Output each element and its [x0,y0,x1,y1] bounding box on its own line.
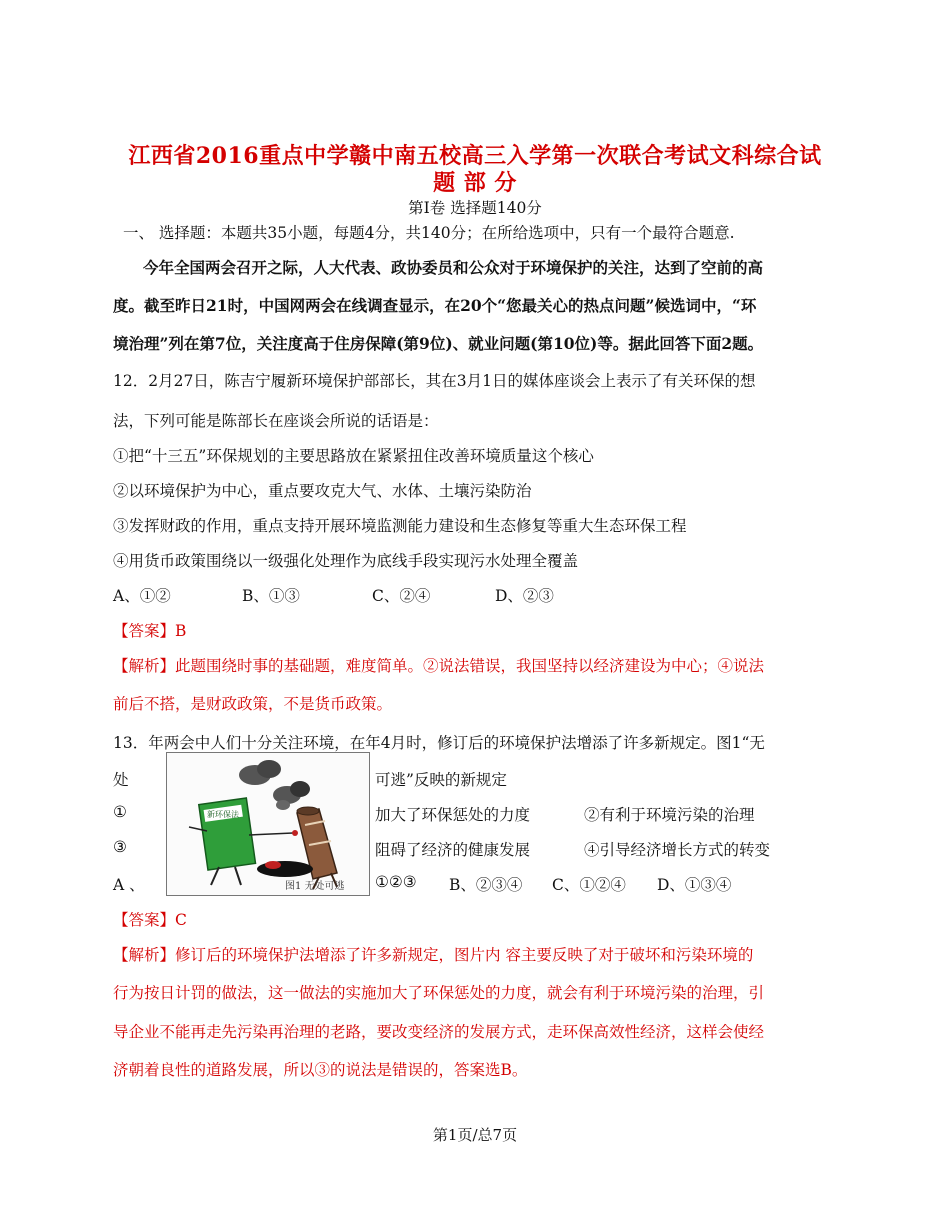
question-12-stem: 法，下列可能是陈部长在座谈会所说的话语是： [113,412,439,430]
option-a-label: A 、 [113,876,145,894]
pollution-cartoon-illustration [167,753,369,895]
analysis-13: 济朝着良性的道路发展，所以③的说法是错误的，答案选B。 [113,1061,528,1079]
analysis-12: 前后不搭，是财政政策，不是货币政策。 [113,695,393,713]
document-title: 江西省2016重点中学赣中南五校高三入学第一次联合考试文科综合试题 部 分 [128,143,822,196]
material-line: 今年全国两会召开之际，人大代表、政协委员和公众对于环境保护的关注，达到了空前的高 [143,258,764,277]
question-13-stem: 可逃”反映的新规定 [375,771,507,789]
page-footer: 第1页/总7页 [432,1126,518,1144]
material-line: 度。截至昨日21时，中国网两会在线调查显示，在20个“您最关心的热点问题”候选词中，“环 [113,296,757,315]
analysis-13: 行为按日计罚的做法，这一做法的实施加大了环保惩处的力度，就会有利于环境污染的治理，引 [113,984,765,1002]
instruction: 一、 选择题：本题共35小题，每题4分，共140分；在所给选项中，只有一个最符合题意. [123,224,735,242]
section-header: 第Ⅰ卷 选择题140分 [408,199,542,217]
question-12-item: ②以环境保护为中心，重点要攻克大气、水体、土壤污染防治 [113,482,532,500]
option-a: ①②③ [375,873,417,891]
question-13-item: 阻碍了经济的健康发展 [375,841,531,859]
question-13-item: 加大了环保惩处的力度 [375,806,531,824]
question-12-stem: 12．2月27日，陈吉宁履新环境保护部部长，其在3月1日的媒体座谈会上表示了有关环保的想 [113,372,756,390]
option-d: D、①③④ [657,876,732,894]
question-13-item: ④引导经济增长方式的转变 [584,841,771,859]
analysis-12: 【解析】此题围绕时事的基础题，难度简单。②说法错误，我国坚持以经济建设为中心；④说法 [113,657,765,675]
question-13-stem: 处 [113,771,129,789]
question-12-item: ①把“十三五”环保规划的主要思路放在紧紧扭住改善环境质量这个核心 [113,447,594,465]
question-12-item: ④用货币政策围绕以一级强化处理作为底线手段实现污水处理全覆盖 [113,552,579,570]
option-d: D、②③ [495,587,554,605]
book-label: 新环保法 [207,810,239,819]
question-13-item: ②有利于环境污染的治理 [584,806,755,824]
option-c: C、②④ [372,587,431,605]
question-13-stem: 13．年两会中人们十分关注环境，在年4月时，修订后的环境保护法增添了许多新规定。图1“无 [113,734,765,752]
question-12-item: ③发挥财政的作用，重点支持开展环境监测能力建设和生态修复等重大生态环保工程 [113,517,687,535]
analysis-13: 【解析】修订后的环境保护法增添了许多新规定，图片内 容主要反映了对于破坏和污染环境的 [113,946,754,964]
option-c: C、①②④ [552,876,626,894]
item-marker: ③ [113,838,127,856]
answer-13: 【答案】C [113,911,187,929]
option-a: A、①② [113,587,171,605]
cartoon-figure [166,752,370,896]
item-marker: ① [113,803,127,821]
option-b: B、②③④ [449,876,523,894]
material-line: 境治理”列在第7位，关注度高于住房保障(第9位)、就业问题(第10位)等。据此回答下面2题。 [113,334,764,353]
figure-caption: 图1 无处可逃 [285,881,345,892]
analysis-13: 导企业不能再走先污染再治理的老路，要改变经济的发展方式，走环保高效性经济，这样会使经 [113,1023,765,1041]
option-b: B、①③ [242,587,300,605]
answer-12: 【答案】B [113,622,187,640]
